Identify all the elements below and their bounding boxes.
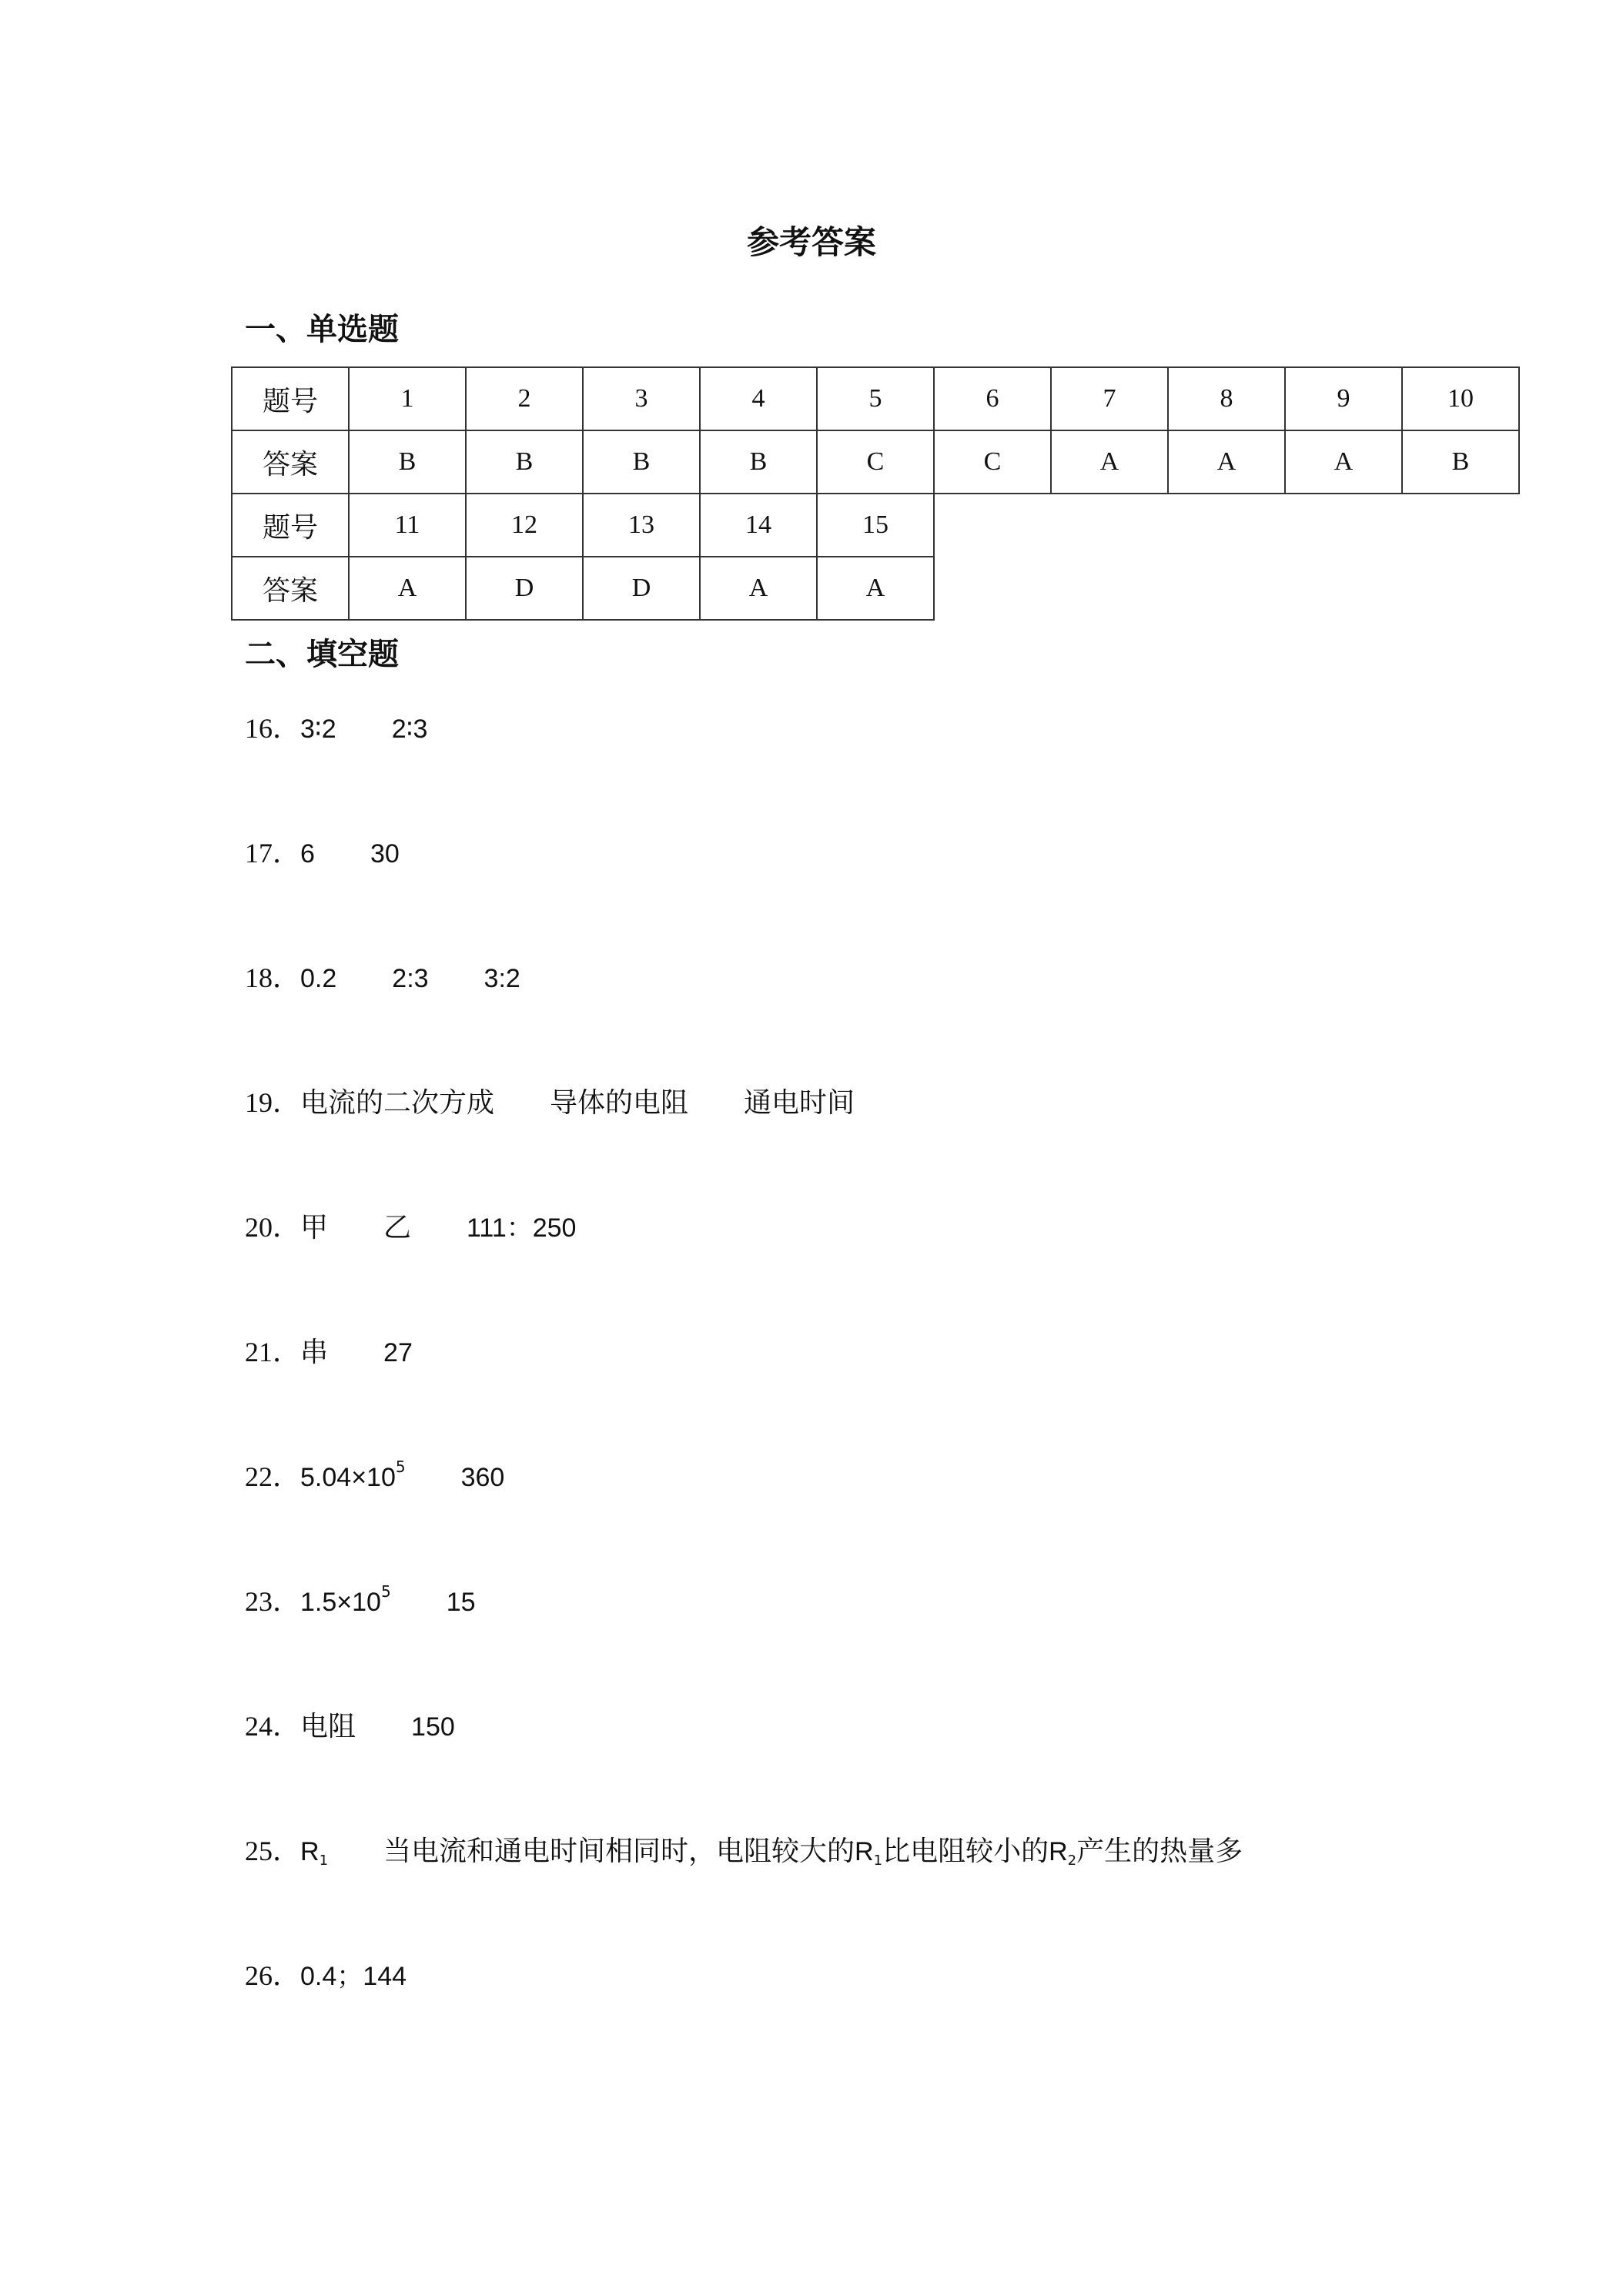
- answer: 2∶3: [391, 715, 428, 744]
- table-cell: 13: [583, 494, 700, 557]
- answer: 电阻: [300, 1711, 356, 1742]
- table-row: [232, 367, 1519, 430]
- table-cell: D: [466, 557, 583, 620]
- answer-text: 当电流和通电时间相同时，电阻较大的: [383, 1836, 855, 1867]
- table-cell: 5: [817, 367, 934, 430]
- answer: 3:2: [484, 964, 520, 993]
- answer: 乙: [383, 1212, 412, 1243]
- answer-line-23: [245, 1580, 476, 1619]
- answer: 6: [300, 839, 315, 869]
- answer-line-26: [245, 1954, 407, 1993]
- table-cell: A: [1285, 430, 1402, 494]
- table-row: [232, 494, 1519, 557]
- answer: 27: [383, 1338, 413, 1367]
- table-row-label: 题号: [232, 367, 349, 430]
- answer: 2:3: [392, 964, 429, 993]
- table-cell: B: [1402, 430, 1519, 494]
- table-cell: 9: [1285, 367, 1402, 430]
- table-row-label: 题号: [232, 494, 349, 557]
- answer: 15: [446, 1588, 476, 1617]
- table-cell: 7: [1051, 367, 1168, 430]
- question-number: 23．: [245, 1586, 301, 1617]
- table-cell: B: [583, 430, 700, 494]
- table-cell: 2: [466, 367, 583, 430]
- answer: 3∶2: [300, 715, 336, 744]
- table-row: [232, 430, 1519, 494]
- answer: 导体的电阻: [550, 1087, 689, 1119]
- answer: 通电时间: [744, 1087, 855, 1119]
- subscript: 1: [873, 1853, 883, 1869]
- table-empty-cell: [934, 557, 1519, 620]
- question-number: 25．: [245, 1836, 301, 1866]
- table-cell: A: [817, 557, 934, 620]
- section-heading-single-choice: 一、单选题: [245, 312, 399, 347]
- answer: R: [300, 1837, 320, 1866]
- answer: 甲: [300, 1212, 329, 1243]
- answer: 1.5×10: [300, 1588, 381, 1617]
- question-number: 18．: [245, 962, 301, 993]
- answer: 360: [460, 1463, 505, 1492]
- question-number: 26．: [245, 1960, 301, 1991]
- table-cell: A: [700, 557, 817, 620]
- answer: 电流的二次方成: [300, 1087, 495, 1119]
- question-number: 19．: [245, 1087, 301, 1118]
- answer: 0.2: [300, 964, 337, 993]
- question-number: 17．: [245, 838, 301, 869]
- table-cell: 3: [583, 367, 700, 430]
- exponent: 5: [395, 1458, 406, 1476]
- table-row: [232, 557, 1519, 620]
- answer-text: 产生的热量多: [1076, 1836, 1243, 1867]
- subscript: 1: [319, 1853, 329, 1869]
- table-cell: 14: [700, 494, 817, 557]
- table-empty-cell: [934, 494, 1519, 557]
- table-cell: D: [583, 557, 700, 620]
- table-cell: C: [934, 430, 1051, 494]
- answer-line-20: [245, 1206, 576, 1245]
- answer: R: [1049, 1837, 1068, 1866]
- answer-line-21: [245, 1330, 413, 1370]
- question-number: 20．: [245, 1212, 301, 1243]
- table-cell: C: [817, 430, 934, 494]
- answer: 150: [411, 1712, 455, 1742]
- question-number: 21．: [245, 1337, 301, 1367]
- answer-text: 比电阻较小的: [882, 1836, 1049, 1867]
- answer-line-22: [245, 1455, 504, 1494]
- answer-line-17: [245, 832, 400, 871]
- page-title: 参考答案: [746, 223, 876, 261]
- answer-line-18: [245, 956, 520, 996]
- table-cell: 8: [1168, 367, 1285, 430]
- table-cell: 10: [1402, 367, 1519, 430]
- answer: 0.4；144: [300, 1962, 407, 1991]
- answer: R: [855, 1837, 874, 1866]
- subscript: 2: [1067, 1853, 1077, 1869]
- table-cell: 12: [466, 494, 583, 557]
- table-cell: 6: [934, 367, 1051, 430]
- answer-table: [231, 366, 1520, 621]
- answer: 5.04×10: [300, 1463, 396, 1492]
- answer-line-24: [245, 1705, 455, 1744]
- answer: 串: [300, 1337, 329, 1368]
- answer: 111：250: [467, 1213, 577, 1243]
- table-cell: B: [466, 430, 583, 494]
- table-cell: 15: [817, 494, 934, 557]
- question-number: 24．: [245, 1711, 301, 1742]
- table-cell: 11: [349, 494, 466, 557]
- section-heading-fill-blank: 二、填空题: [245, 637, 399, 672]
- table-cell: B: [349, 430, 466, 494]
- table-row-label: 答案: [232, 557, 349, 620]
- table-cell: 4: [700, 367, 817, 430]
- answer-line-25: [245, 1829, 1243, 1869]
- table-cell: A: [1168, 430, 1285, 494]
- table-cell: 1: [349, 367, 466, 430]
- table-cell: B: [700, 430, 817, 494]
- question-number: 22．: [245, 1461, 301, 1492]
- table-cell: A: [1051, 430, 1168, 494]
- table-row-label: 答案: [232, 430, 349, 494]
- table-cell: A: [349, 557, 466, 620]
- exponent: 5: [380, 1582, 391, 1601]
- answer-line-19: [245, 1081, 855, 1120]
- answer: 30: [370, 839, 400, 869]
- answer-line-16: [245, 707, 427, 746]
- question-number: 16．: [245, 713, 301, 744]
